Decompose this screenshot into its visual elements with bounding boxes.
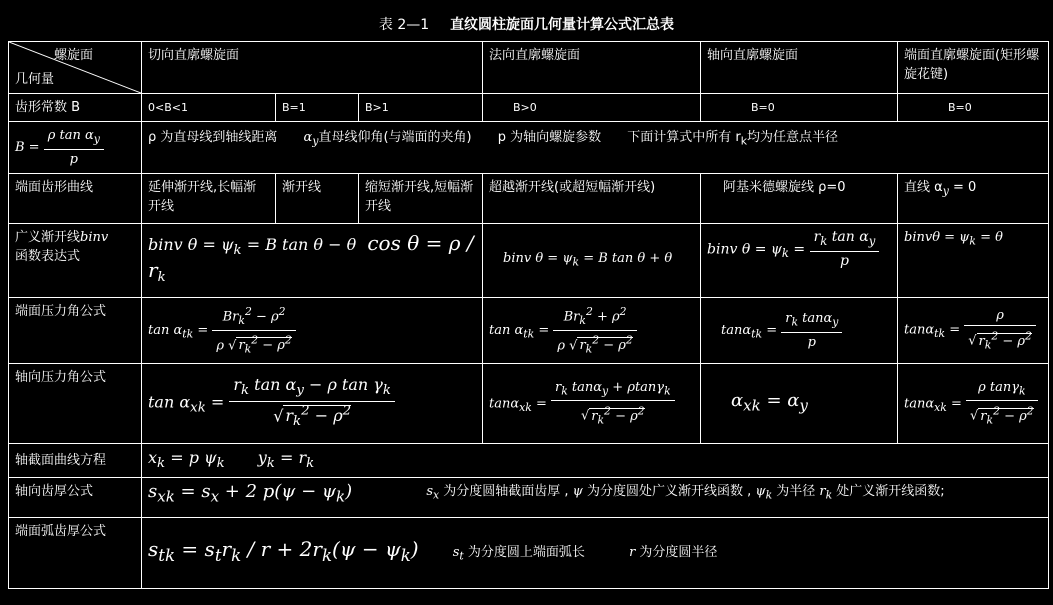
b-note-rho: ρ 为直母线到轴线距离 — [148, 130, 278, 145]
ap-c2-num-b: tanα — [567, 379, 603, 395]
b-num: ρ tan α — [47, 128, 94, 144]
at-rest: = s — [174, 481, 211, 503]
formula-table — [8, 41, 1049, 589]
at-end: ) — [345, 481, 353, 503]
label-end-arc-thickness: 端面弧齿厚公式 — [9, 518, 142, 589]
ep-c3-frac: $\frac{r_k \tan\alpha_y}{p}$ — [781, 309, 842, 352]
label-tooth-param: 齿形常数 B — [9, 94, 142, 122]
ap-c2-rad: r — [591, 408, 598, 424]
ea-s-sub: tk — [158, 546, 176, 566]
ea-note1-text: 为分度圆上端面弧长 — [463, 545, 585, 561]
b-note-alpha-text: 直母线仰角(与端面的夹角) — [318, 130, 472, 145]
ep-c1-num: Br — [222, 309, 239, 325]
at-note-psik-text: 为半径 — [772, 484, 820, 500]
binv-c3-eq: = — [788, 241, 806, 258]
ap-c1-rad: r — [285, 406, 294, 425]
ep-c1-sub: tk — [182, 327, 194, 341]
binv-c3-frac — [810, 228, 880, 271]
at-note-psi: ψ — [572, 484, 583, 500]
ep-c3-den: p — [807, 334, 816, 350]
ep-c4-num: ρ — [964, 306, 1036, 326]
ea-end: ) — [410, 537, 419, 562]
ap-c4-sub: xk — [934, 400, 947, 414]
binv-c1-cos-sub: k — [157, 269, 166, 285]
table-title — [0, 14, 1053, 34]
ep-c1-rad-rest: − ρ — [258, 338, 285, 354]
label-binv-2: 函数表达式 — [15, 249, 81, 264]
row-binv — [9, 224, 1049, 298]
ep-c4-frac: $\frac{\rho}{√ r_k^2 - \rho^2}$ — [964, 306, 1036, 354]
binv-c3 — [701, 224, 898, 298]
at-eq — [148, 481, 353, 506]
curve-1: 渐开线 — [276, 174, 359, 224]
val-b-5: B=0 — [898, 94, 1049, 122]
label-binv-var: binv — [80, 230, 109, 245]
ap-c1-frac: $\frac{r_k \tan \alpha_y - \rho \tan \gamma_k}{√ r_k^2 - \rho^2}$ — [229, 375, 395, 431]
ap-c2-sub: xk — [519, 400, 532, 414]
ap-c1-num-b: tan α — [249, 375, 297, 395]
b-formula — [9, 122, 142, 174]
row-b-definition — [9, 122, 1049, 174]
b-fraction — [44, 126, 104, 169]
ap-c1-num-a: r — [233, 375, 241, 395]
ea-note2-text: 为分度圆半径 — [635, 545, 718, 561]
val-b-0: 0<B<1 — [142, 94, 276, 122]
end-arc-content — [142, 518, 1049, 589]
ap-c2-rad-rest: − ρ — [610, 408, 638, 424]
binv-c2-b: = B tan θ + θ — [579, 251, 673, 267]
ap-c2-lhs: tanα — [489, 395, 520, 411]
ep-c3-num: r — [785, 311, 792, 327]
ea-rest: = s — [175, 537, 215, 562]
col-end-face: 端面直廓螺旋面(矩形螺旋花键) — [898, 42, 1049, 94]
ac-y: y — [257, 447, 267, 467]
ep-c3: tanα$_{tk}$ = $\frac{r_k \tan\alpha_y}{p}$ — [701, 298, 898, 364]
binv-c3-num-sub: k — [820, 233, 828, 248]
curve-4: 阿基米德螺旋线 ρ=0 — [701, 174, 898, 224]
ep-c4-rad-rest: − ρ — [998, 333, 1026, 349]
ea-tail: (ψ − ψ — [332, 537, 401, 562]
ep-c2: $\tan \alpha_{tk}$ = $\frac{Br_k^2 + \rho^2}{\rho √ r_k^2 - \rho^2}$ — [483, 298, 701, 364]
label-binv — [9, 224, 142, 298]
curve-5 — [898, 174, 1049, 224]
ep-c1-lhs: tan α — [148, 322, 183, 338]
at-note-s-text: 为分度圆轴截面齿厚 , — [439, 484, 573, 500]
ac-x-sub2: k — [216, 456, 225, 472]
binv-c2-sub: k — [572, 255, 580, 269]
at-s: s — [148, 481, 158, 503]
b-note-rk-sub: k — [740, 134, 748, 148]
ep-c2-rad-rest: − ρ — [599, 338, 626, 354]
ep-c2-sub: tk — [523, 327, 535, 341]
ea-mid: / r + 2r — [241, 537, 322, 562]
ap-c3-b: = α — [760, 390, 800, 412]
ep-c4-sub: tk — [934, 327, 946, 341]
at-note-rk-text: 处广义渐开线函数; — [832, 484, 945, 500]
b-lhs: B = — [15, 140, 40, 155]
ap-c3-sub2: y — [799, 396, 808, 415]
val-b-4: B=0 — [701, 94, 898, 122]
ea-note2-r: r — [629, 545, 636, 561]
binv-c3-num-rest: tan α — [827, 229, 869, 245]
at-note-s: s — [426, 484, 433, 500]
col-normal: 法向直廓螺旋面 — [483, 42, 701, 94]
ep-c2-frac: $\frac{Br_k^2 + \rho^2}{\rho √ r_k^2 - \rho^2}$ — [553, 302, 636, 359]
binv-c3-a: binv θ = ψ — [707, 241, 782, 258]
ap-c1: $\tan \alpha_{xk}$ = $\frac{r_k \tan \alpha_y - \rho \tan \gamma_k}{√ r_k^2 - \rho^2}$ — [142, 363, 483, 443]
binv-c3-num-sub2: y — [868, 233, 876, 248]
row-axial-curve — [9, 443, 1049, 477]
row-axial-thickness — [9, 478, 1049, 518]
ep-c1: $\tan \alpha_{tk}$ = $\frac{Br_k^2 - \rho^2}{\rho √ r_k^2 - \rho^2}$ — [142, 298, 483, 364]
ep-c2-rad: r — [579, 338, 586, 354]
curve-2: 缩短渐开线,短幅渐开线 — [359, 174, 483, 224]
ep-c2-lhs: tan α — [489, 322, 524, 338]
at-note-psik-sub: k — [765, 488, 773, 502]
header-row — [9, 42, 1049, 94]
col-axial: 轴向直廓螺旋面 — [701, 42, 898, 94]
ep-c3-num-rest: tanα — [798, 311, 833, 327]
binv-c4-a: binvθ = ψ — [904, 230, 970, 245]
ap-c2-frac: $\frac{r_k \tan\alpha_y + \rho\tan\gamma_k}{√ r_k^2 - \rho^2}$ — [551, 378, 675, 430]
binv-c1-a: binv θ = ψ — [148, 235, 234, 255]
ap-c3-sub: xk — [743, 396, 761, 415]
curve-5-text: 直线 α — [904, 180, 943, 195]
ap-c1-sub: xk — [190, 401, 206, 417]
row-axial-pressure — [9, 363, 1049, 443]
ea-note1 — [452, 545, 585, 563]
curve-5-suffix: = 0 — [948, 180, 977, 195]
b-note-rk: 下面计算式中所有 r — [627, 130, 741, 145]
ac-y-sub2: k — [306, 456, 315, 472]
ea-s: s — [148, 537, 159, 562]
col-tangential: 切向直廓螺旋面 — [142, 42, 483, 94]
binv-c3-sub: k — [781, 246, 789, 261]
row-tooth-param — [9, 94, 1049, 122]
label-axial-pressure: 轴向压力角公式 — [9, 363, 142, 443]
ap-c4: tanα$_{xk}$ = $\frac{\rho \tan\gamma_k}{√ r_k^2 - \rho^2}$ — [898, 363, 1049, 443]
ap-c4-lhs: tanα — [904, 395, 935, 411]
axial-thickness-content — [142, 478, 1049, 518]
b-note-p: p 为轴向螺旋参数 — [497, 130, 602, 145]
ap-c4-frac: $\frac{\rho \tan\gamma_k}{√ r_k^2 - \rho^2}$ — [966, 378, 1038, 430]
ap-c2-num-c: + ρtanγ — [608, 379, 665, 395]
binv-c1-cos: cos θ = ρ / r — [148, 231, 474, 282]
b-num-sub: y — [93, 132, 100, 146]
ep-c1-frac: $\frac{Br_k^2 - \rho^2}{\rho √ r_k^2 - \rho^2}$ — [212, 302, 295, 359]
binv-c1-b: = B tan θ − θ — [241, 235, 357, 255]
ea-note1-s: s — [452, 545, 460, 561]
ep-c3-sub: tk — [751, 327, 763, 341]
ea-note2 — [629, 545, 717, 560]
ea-sub2: t — [214, 546, 222, 566]
row-end-curve — [9, 174, 1049, 224]
ea-note1-sub: t — [459, 549, 464, 563]
b-note-alpha: α — [303, 130, 313, 145]
b-den: p — [69, 151, 78, 167]
ac-x: x — [148, 447, 158, 467]
at-note-psik: ψ — [755, 484, 766, 500]
curve-3: 超越渐开线(或超短幅渐开线) — [483, 174, 701, 224]
ap-c3-a: α — [731, 390, 744, 412]
binv-c2-a: binv θ = ψ — [503, 251, 573, 267]
at-sub2: x — [210, 487, 220, 506]
binv-c3-num: r — [813, 229, 821, 245]
ep-c3-lhs: tanα — [721, 322, 752, 338]
ep-c1-num-rest: − ρ — [251, 309, 279, 325]
binv-c2 — [483, 224, 701, 298]
title-prefix: 表 2—1 — [378, 17, 430, 33]
ap-c4-rad: r — [980, 408, 987, 424]
binv-c4-b: = θ — [975, 230, 1003, 245]
b-note-alpha-sub: y — [312, 134, 319, 148]
ep-c2-num-rest: + ρ — [592, 309, 620, 325]
ea-eq — [148, 537, 419, 566]
ep-c2-num: Br — [563, 309, 580, 325]
at-note-psi-text: 为分度圆处广义渐开线函数 , — [582, 484, 756, 500]
label-end-curve: 端面齿形曲线 — [9, 174, 142, 224]
b-note-rk-text: 均为任意点半径 — [747, 130, 839, 145]
ap-c1-rad-rest: − ρ — [309, 406, 343, 425]
label-end-pressure: 端面压力角公式 — [9, 298, 142, 364]
corner-header — [9, 42, 142, 94]
at-s-sub: xk — [157, 487, 175, 506]
corner-bottom: 几何量 — [15, 72, 55, 87]
row-end-arc-thickness — [9, 518, 1049, 589]
at-sub3: k — [336, 487, 346, 506]
corner-top: 螺旋面 — [53, 48, 93, 63]
binv-c4-sub: k — [969, 234, 976, 248]
at-note-s-sub: x — [432, 488, 440, 502]
ep-c4-rad: r — [978, 333, 985, 349]
binv-c4 — [898, 224, 1049, 298]
ap-c1-lhs: tan α — [148, 392, 191, 412]
ea-sub3: k — [231, 546, 242, 566]
ea-r: r — [221, 537, 232, 562]
label-axial-thickness: 轴向齿厚公式 — [9, 478, 142, 518]
ea-sub5: k — [400, 546, 411, 566]
label-binv-1: 广义渐开线 — [15, 230, 81, 245]
binv-c1-sub: k — [233, 243, 242, 259]
binv-c3-den: p — [839, 252, 849, 269]
ap-c4-rad-rest: − ρ — [999, 408, 1027, 424]
ap-c2: tanα$_{xk}$ = $\frac{r_k \tan\alpha_y + \rho\tan\gamma_k}{√ r_k^2 - \rho^2}$ — [483, 363, 701, 443]
ap-c4-num: ρ tanγ — [978, 379, 1019, 395]
at-note-rk: r — [819, 484, 826, 500]
ep-c4: tanα$_{tk}$ = $\frac{\rho}{√ r_k^2 - \rho^2}$ — [898, 298, 1049, 364]
ac-y-rest: = r — [274, 447, 307, 467]
ep-c2-den: ρ — [557, 338, 566, 354]
ac-x-rest: = p ψ — [165, 447, 217, 467]
at-tail: + 2 p(ψ − ψ — [219, 481, 337, 503]
ap-c4-num-sub: k — [1018, 384, 1026, 398]
val-b-2: B>1 — [359, 94, 483, 122]
ap-c2-num-a: r — [554, 379, 562, 395]
ap-c1-num-c: − ρ tan γ — [303, 375, 383, 395]
binv-c1 — [142, 224, 483, 298]
ep-c1-rad: r — [238, 338, 245, 354]
label-axial-curve: 轴截面曲线方程 — [9, 443, 142, 477]
curve-0: 延伸渐开线,长幅渐开线 — [142, 174, 276, 224]
ac-y-sub: k — [266, 456, 275, 472]
val-b-1: B=1 — [276, 94, 359, 122]
ac-x-sub: k — [157, 456, 166, 472]
row-end-pressure — [9, 298, 1049, 364]
ep-c1-den: ρ — [216, 338, 225, 354]
ap-c3 — [701, 363, 898, 443]
title-text: 直纹圆柱旋面几何量计算公式汇总表 — [450, 17, 675, 33]
axial-curve-eq — [142, 443, 1049, 477]
at-note-rk-sub: k — [825, 488, 833, 502]
ep-c4-lhs: tanα — [904, 322, 935, 338]
at-note — [426, 484, 945, 502]
curve-5-sub: y — [942, 184, 949, 198]
b-notes — [142, 122, 1049, 174]
ea-sub4: k — [321, 546, 333, 566]
val-b-3: B>0 — [483, 94, 701, 122]
